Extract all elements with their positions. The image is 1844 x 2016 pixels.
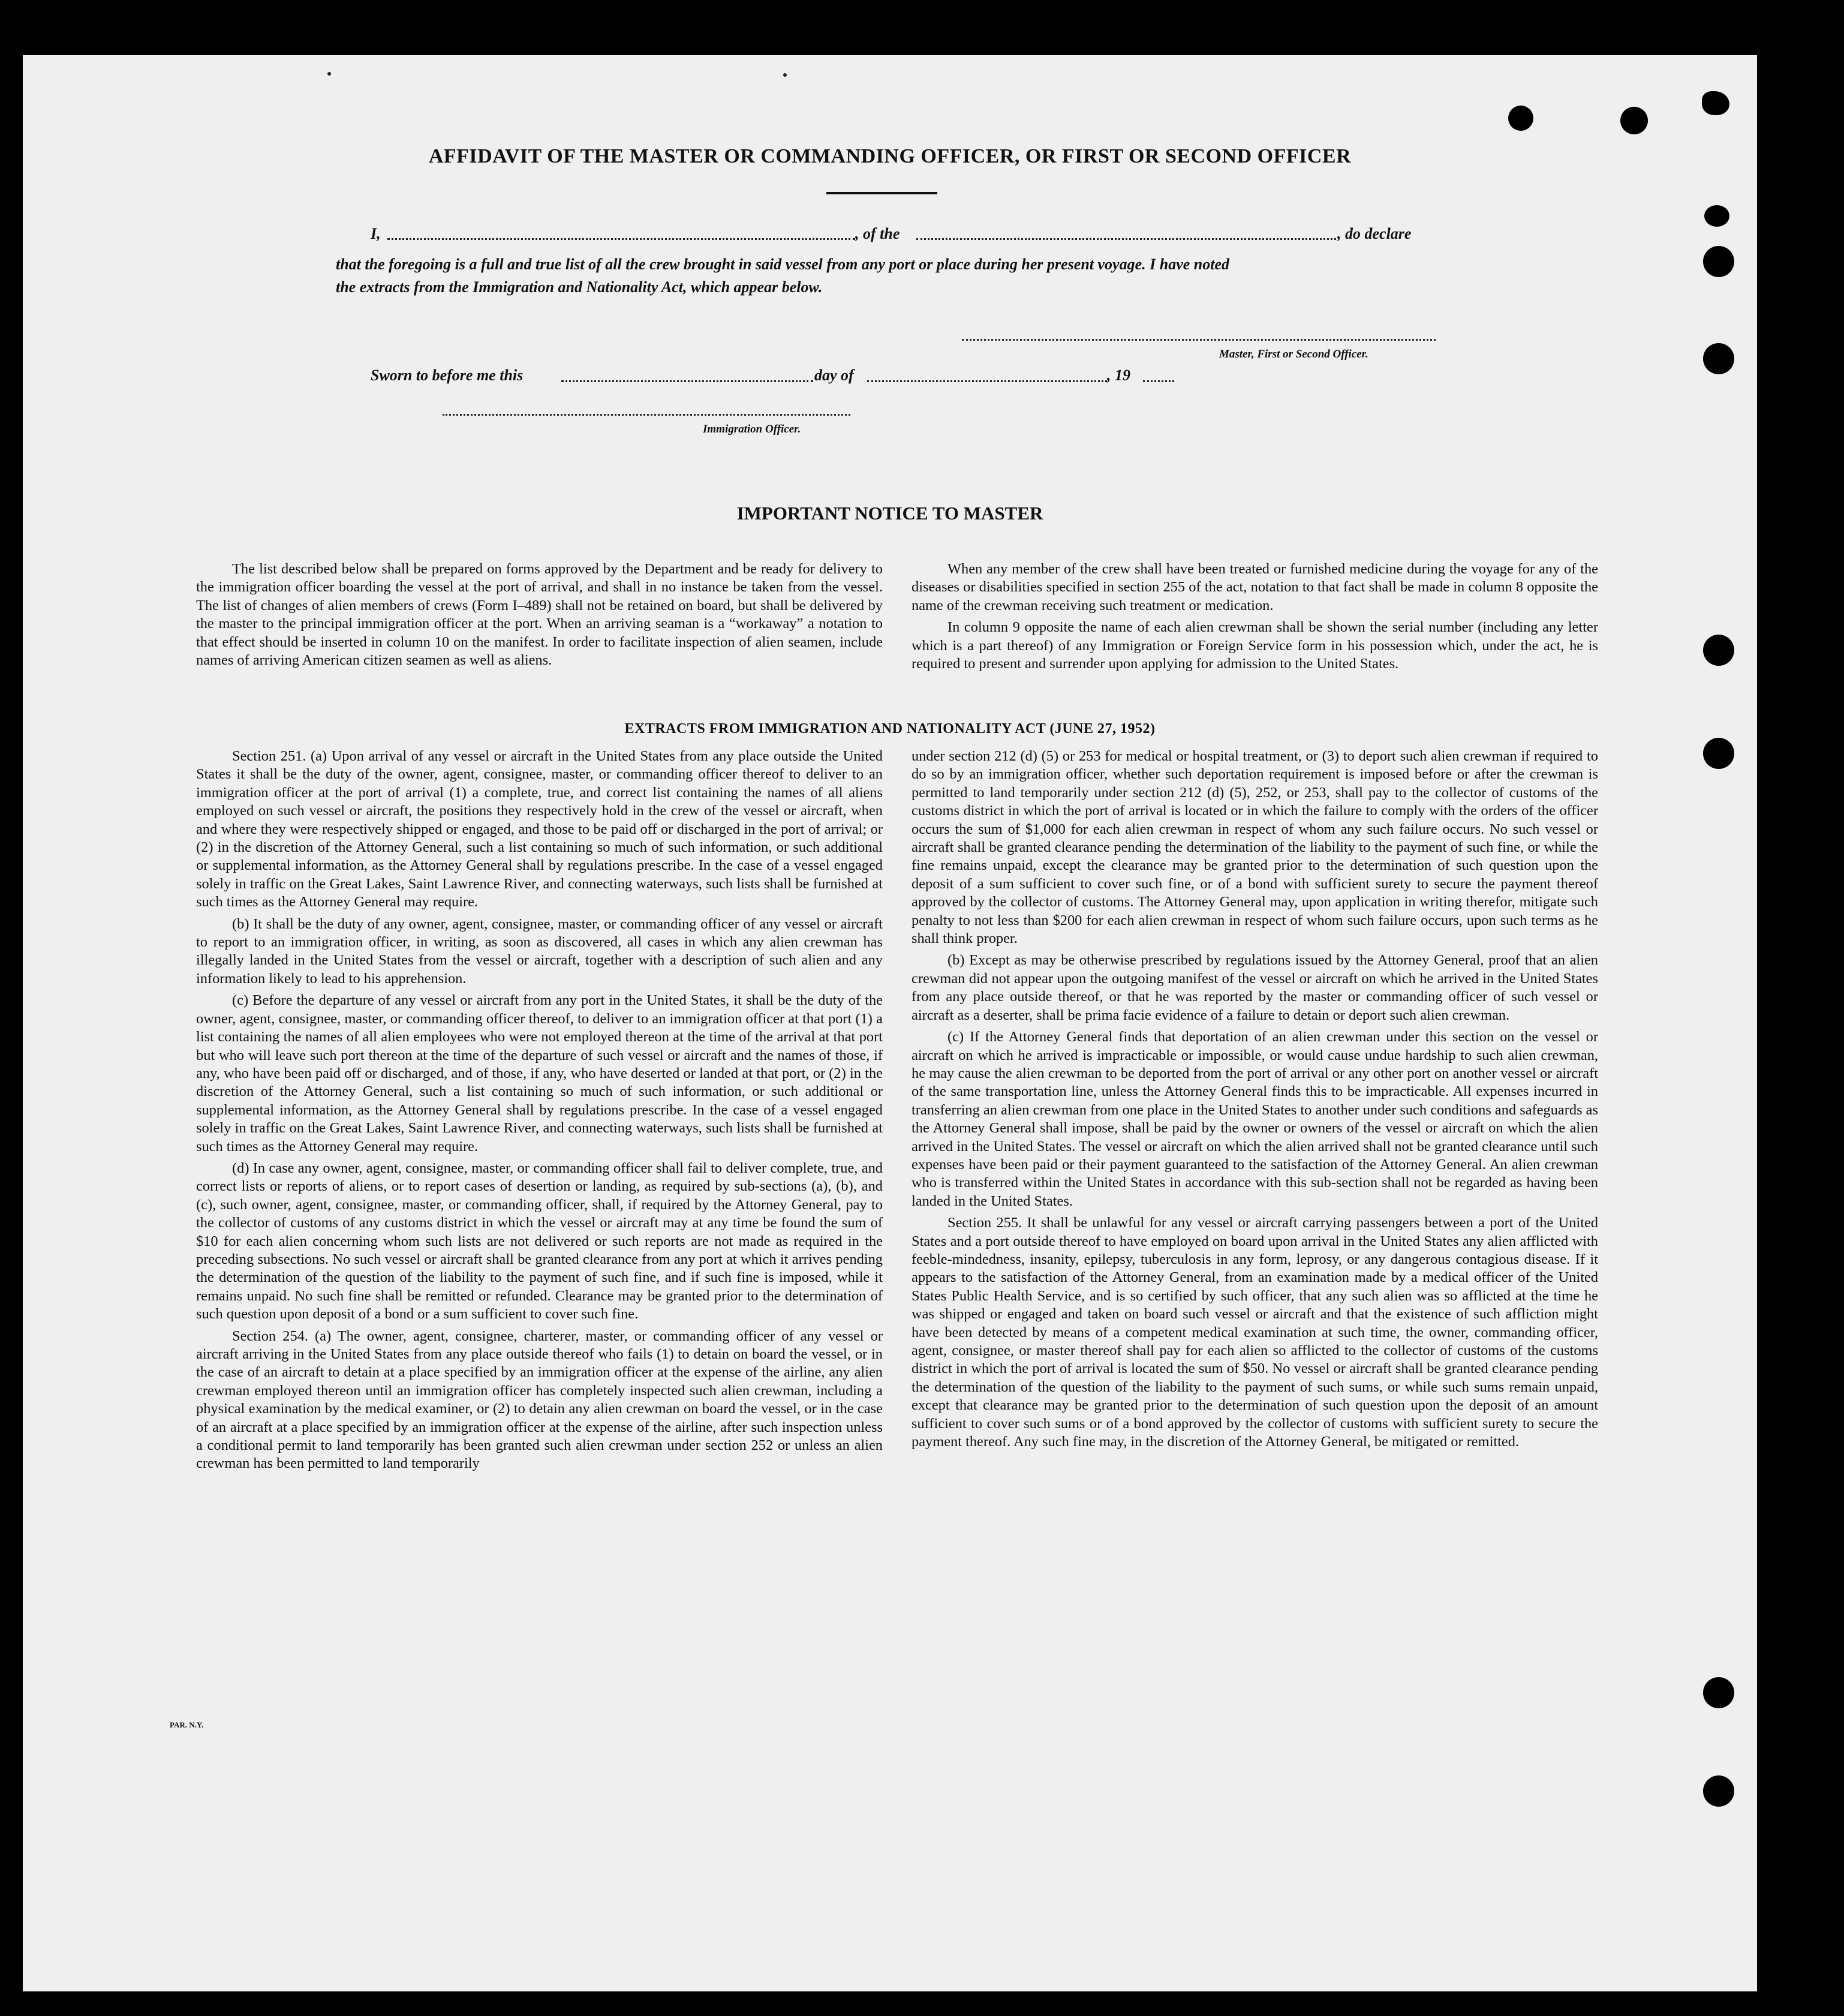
binder-hole	[1703, 246, 1734, 277]
extracts-right-paragraph: (c) If the Attorney General finds that deportation of an alien crewman under this section on the vessel or aircraft on which he arrived is impracticable or impossible, or would cause undue hardship to such alien crewman, he may cause the alien crewman to be deported from the port of arrival or any other port on another vessel or aircraft of the same transportation line, unless the Attorney General finds this to be impracticable. All expenses incurred in transferring an alien crewman from one place in the United States to another under such conditions and safeguards as the Attorney General shall impose, shall be paid by the owner or owners of the vessel or aircraft on which the alien arrived in the United States. The vessel or aircraft on which the alien arrived shall not be granted clearance until such expenses have been paid or their payment guaranteed to the satisfaction of the Attorney General. An alien crewman who is transferred within the United States in accordance with this sub-section shall not be regarded as having been landed in the United States.	[912, 1029, 1598, 1209]
notice-title: IMPORTANT NOTICE TO MASTER	[736, 503, 1043, 524]
vessel-name-line	[916, 238, 1336, 240]
speck	[327, 72, 331, 76]
extracts-right-paragraph: (b) Except as may be otherwise prescribed by regulations issued by the Attorney General, proof that an alien crewman did not appear upon the outgoing manifest of the vessel or aircraft on which he arrived in the United States from any place outside thereof, or that he was reported by the master or commanding officer of such vessel or aircraft as a deserter, shall be prima facie evidence of a failure to detain or deport such alien crewman.	[912, 952, 1598, 1023]
officer-signature-line	[443, 414, 850, 416]
extracts-left-paragraph: (c) Before the departure of any vessel or aircraft from any port in the United States, it shall be the duty of the owner, agent, consignee, master, or commanding officer thereof, to deliver to an immigration officer at that port (1) a list containing the names of all alien employees who were not employed thereon at the time of the arrival at that port but who will leave such port thereon at the time of the departure of such vessel or aircraft and the names of those, if any, who have been paid off or discharged, and of those, if any, who have deserted or landed at that port, or (2) in the discretion of the Attorney General, such a list containing so much of such information, or such additional or supplemental information, as the Attorney General shall by regulations prescribe. In the case of a vessel engaged solely in traffic on the Great Lakes, Saint Lawrence River, and connecting waterways, such lists shall be furnished at such times as the Attorney General may require.	[196, 992, 883, 1155]
day-of-label: day of	[814, 366, 854, 384]
extracts-right-paragraph: Section 255. It shall be unlawful for any vessel or aircraft carrying passengers between a port of the United States and a port outside thereof to have employed on board upon arrival in the United States any alien afflicted with feeble-mindedness, insanity, epilepsy, tuberculosis in any form, leprosy, or any dangerous contagious disease. If it appears to the satisfaction of the Attorney General, from an examination made by a medical officer of the United States Public Health Service, and is so certified by such officer, that any such alien was so afflicted at the time he was shipped or engaged and taken on board such vessel or aircraft and that the existence of such affliction might have been detected by means of a competent medical examination at such time, the owner, commanding officer, agent, consignee, or master thereof shall pay for each alien so afflicted to the collector of customs of the customs district in which the port of arrival is located the sum of $50. No vessel or aircraft shall be granted clearance pending the determination of the question of the liability to the payment of such sums, or while such sums remain unpaid, except that clearance may be granted prior to the determination of such question upon the deposit of an amount sufficient to cover such sums or of a bond approved by the collector of customs with sufficient surety to secure the payment thereof. Any such fine may, in the discretion of the Attorney General, be mitigated or remitted.	[912, 1215, 1598, 1450]
extracts-title: EXTRACTS FROM IMMIGRATION AND NATIONALITY ACT (JUNE 27, 1952)	[624, 721, 1156, 737]
notice-right-column	[912, 560, 1598, 677]
master-signature-label: Master, First or Second Officer.	[1219, 348, 1368, 360]
notice-left-column	[196, 560, 883, 673]
binder-hole	[1703, 1775, 1734, 1807]
extracts-left-paragraph: (d) In case any owner, agent, consignee, master, or commanding officer shall fail to deliver complete, true, and correct lists or reports of aliens, or to report cases of desertion or landing, as required by sub-sections (a), (b), and (c), such owner, agent, consignee, master, or commanding officer, shall, if required by the Attorney General, pay to the collector of customs of any customs district in which the vessel or aircraft may at any time be found the sum of $10 for each alien concerning whom such lists are not delivered or such reports are not made as required in the preceding subsections. No such vessel or aircraft shall be granted clearance from any port at which it arrives pending the determination of the question of the liability to the payment of such fine, and if such fine is imposed, while it remains unpaid. No such fine shall be remitted or refunded. Clearance may be granted prior to the determination of such question upon deposit of a bond or a sum sufficient to cover such fine.	[196, 1159, 883, 1323]
declarant-label: I,	[371, 225, 381, 242]
binder-hole	[1703, 738, 1734, 769]
binder-hole	[1508, 106, 1533, 131]
binder-hole	[1704, 205, 1729, 227]
sworn-month-line	[867, 380, 1107, 382]
title-rule	[826, 192, 937, 194]
sworn-day-line	[561, 380, 813, 382]
binder-hole	[1703, 343, 1734, 374]
declaration-line-3: the extracts from the Immigration and Nationality Act, which appear below.	[336, 278, 823, 296]
year-label: , 19	[1107, 366, 1130, 384]
declarant-name-line	[387, 238, 855, 240]
extracts-right-paragraph: under section 212 (d) (5) or 253 for medical or hospital treatment, or (3) to deport such alien crewman if required to do so by an immigration officer, whether such deportation requirement is imposed before or after the crewman is permitted to land temporarily under section 212 (d) (5), 252, or 253, shall pay to the collector of customs of the customs district in which the port of arrival is located or in which the failure to comply with the orders of the officer occurs the sum of $1,000 for each alien crewman in respect of whom any such failure occurs. No such vessel or aircraft shall be granted clearance pending the determination of the liability to the payment of such fine, or while the fine remains unpaid, except the clearance may be granted prior to the determination of such question upon the deposit of a sum sufficient to cover such fine, or of a bond with sufficient surety to secure the payment thereof approved by the collector of customs. The Attorney General may, upon application in writing therefor, mitigate such penalty to not less than $200 for each alien crewman in respect of whom such failure occurs, upon such terms as he shall think proper.	[912, 748, 1598, 947]
declaration-line-2: that the foregoing is a full and true list of all the crew brought in said vessel from any port or place during her present voyage. I have noted	[336, 256, 1230, 273]
speck	[783, 73, 787, 77]
notice-right-paragraph: In column 9 opposite the name of each alien crewman shall be shown the serial number (including any letter which is a part thereof) of any Immigration or Foreign Service form in his possession which, under the act, he is required to present and surrender upon applying for admission to the United States.	[912, 619, 1598, 672]
officer-signature-label: Immigration Officer.	[703, 423, 801, 435]
master-signature-line	[962, 339, 1436, 341]
binder-hole	[1703, 1677, 1734, 1708]
extracts-left-column	[196, 747, 883, 1477]
of-the-label: , of the	[855, 225, 900, 242]
extracts-left-paragraph: Section 254. (a) The owner, agent, consignee, charterer, master, or commanding officer of any vessel or aircraft arriving in the United States from any place outside thereof who fails (1) to detain on board the vessel, or in the case of an aircraft to detain at a place specified by an immigration officer at the expense of the airline, any alien crewman employed thereon until an immigration officer has completely inspected such alien crewman, including a physical examination by the medical examiner, or (2) to detain any alien crewman on board the vessel, or in the case of an aircraft at a place specified by an immigration officer at the expense of the airline, after such inspection unless a conditional permit to land temporarily has been granted such alien crewman under section 252 or unless an alien crewman has been permitted to land temporarily	[196, 1327, 883, 1472]
extracts-left-paragraph: Section 251. (a) Upon arrival of any vessel or aircraft in the United States from any place outside the United States it shall be the duty of the owner, agent, consignee, master, or commanding officer thereof to deliver to an immigration officer at the port of arrival (1) a complete, true, and correct list containing the names of all aliens employed on such vessel or aircraft, the positions they respectively hold in the crew of the vessel or aircraft, when and where they were respectively shipped or engaged, and those to be paid off or discharged in the port of arrival; or (2) in the discretion of the Attorney General, such a list containing so much of such information, or such additional or supplemental information, as the Attorney General shall by regulations prescribe. In the case of a vessel engaged solely in traffic on the Great Lakes, Saint Lawrence River, and connecting waterways, such lists shall be furnished at such times as the Attorney General may require.	[196, 748, 883, 911]
sworn-year-line	[1143, 380, 1174, 382]
binder-hole	[1703, 635, 1734, 666]
extracts-left-paragraph: (b) It shall be the duty of any owner, agent, consignee, master, or commanding officer of any vessel or aircraft to report to an immigration officer, in writing, as soon as discovered, all cases in which any alien crewman has illegally landed in the United States from the vessel or aircraft, together with a description of such alien and any information likely to lead to his apprehension.	[196, 915, 883, 987]
notice-left-paragraph: The list described below shall be prepared on forms approved by the Department and be ready for delivery to the immigration officer boarding the vessel at the port of arrival, and shall in no instance be taken from the vessel. The list of changes of alien members of crews (Form I–489) shall not be retained on board, but shall be delivered by the master to the principal immigration officer at the port. When an arriving seaman is a “workaway” a notation to that effect should be inserted in column 10 on the manifest. In order to facilitate inspection of alien seamen, include names of arriving American citizen seamen as well as aliens.	[196, 561, 883, 669]
binder-hole	[1620, 107, 1648, 134]
notice-right-paragraph: When any member of the crew shall have been treated or furnished medicine during the voyage for any of the diseases or disabilities specified in section 255 of the act, notation to that fact shall be made in column 8 opposite the name of the crewman receiving such treatment or medication.	[912, 561, 1598, 614]
affidavit-title: AFFIDAVIT OF THE MASTER OR COMMANDING OFFICER, OR FIRST OR SECOND OFFICER	[428, 145, 1352, 167]
form-page	[23, 55, 1757, 1991]
sworn-label: Sworn to before me this	[371, 366, 524, 384]
extracts-right-column	[912, 747, 1598, 1455]
binder-hole	[1702, 91, 1729, 115]
do-declare-label: , do declare	[1337, 225, 1412, 242]
printer-mark: PAR. N.Y.	[170, 1720, 204, 1729]
